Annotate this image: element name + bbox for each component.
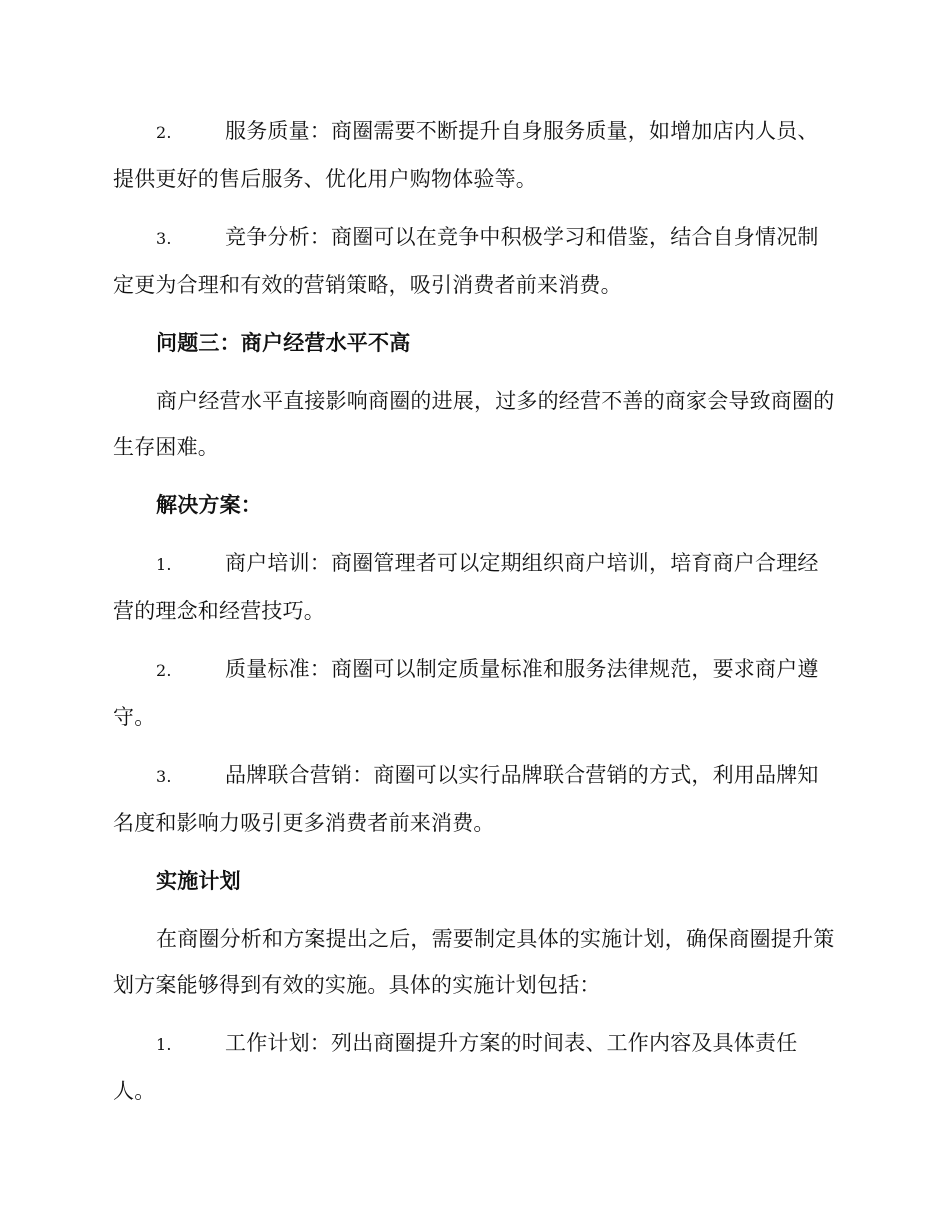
paragraph-implementation-intro: 在商圈分析和方案提出之后，需要制定具体的实施计划，确保商圈提升策划方案能够得到有效的实施。具体的实施计划包括： [113,927,835,997]
list-item-competition-analysis [113,214,835,308]
section-heading-implementation-plan: 实施计划 [156,869,241,893]
list-number: 2. [156,123,172,142]
list-item-text: 竞争分析：商圈可以在竞争中积极学习和借鉴，结合自身情况制定更为合理和有效的营销策略，吸引消费者前来消费。 [113,225,819,297]
list-item-quality-standards [113,646,835,740]
list-item-text: 商户培训：商圈管理者可以定期组织商户培训，培育商户合理经营的理念和经营技巧。 [113,551,819,623]
list-item-text: 服务质量：商圈需要不断提升自身服务质量，如增加店内人员、提供更好的售后服务、优化用户购物体验等。 [113,119,819,191]
list-item-brand-marketing [113,752,835,846]
list-number: 3. [156,767,172,786]
list-item-merchant-training [113,540,835,634]
document-page [113,108,835,1126]
section-heading-solutions: 解决方案： [156,493,262,517]
list-item-text: 品牌联合营销：商圈可以实行品牌联合营销的方式，利用品牌知名度和影响力吸引更多消费者前来消费。 [113,763,819,835]
list-item-service-quality [113,108,835,202]
list-item-text: 质量标准：商圈可以制定质量标准和服务法律规范，要求商户遵守。 [113,657,819,729]
list-number: 1. [156,555,172,574]
section-heading-problem-three: 问题三：商户经营水平不高 [156,331,411,355]
list-item-work-plan [113,1020,835,1114]
list-number: 3. [156,229,172,248]
paragraph-problem-description: 商户经营水平直接影响商圈的进展，过多的经营不善的商家会导致商圈的生存困难。 [113,389,835,459]
list-number: 1. [156,1035,172,1054]
list-item-text: 工作计划：列出商圈提升方案的时间表、工作内容及具体责任人。 [113,1031,798,1103]
list-number: 2. [156,661,172,680]
